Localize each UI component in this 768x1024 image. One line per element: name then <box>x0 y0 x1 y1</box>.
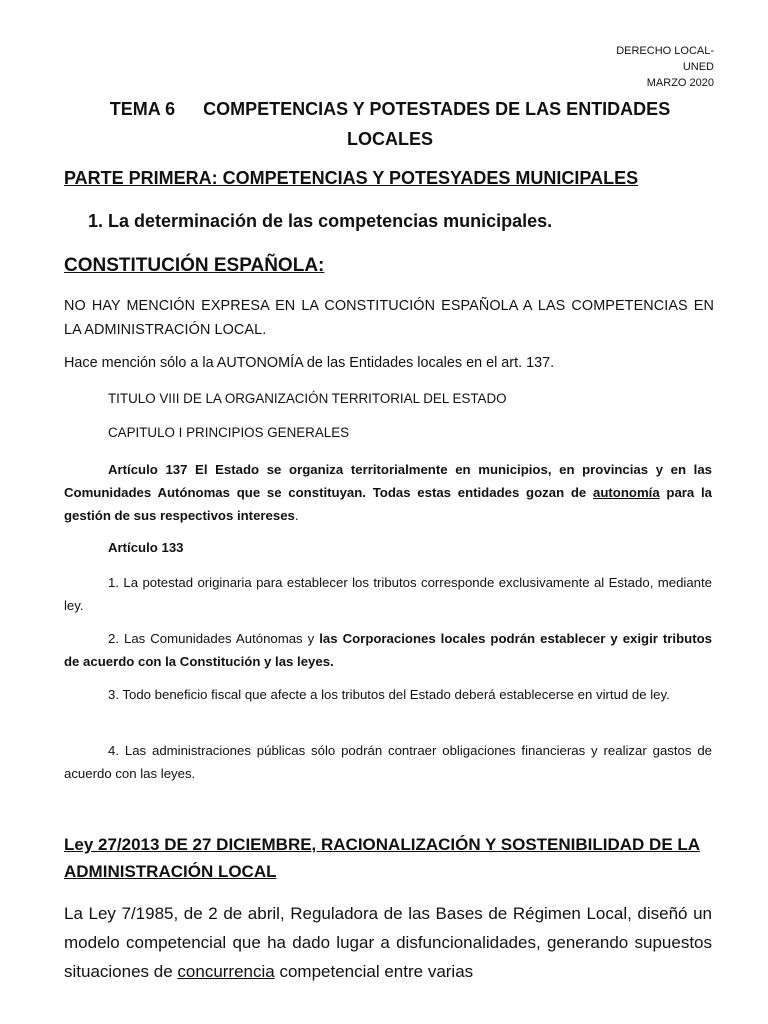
ley-body-concurrencia: concurrencia <box>177 962 275 981</box>
art133-paragraph-3: 3. Todo beneficio fiscal que afecte a los tributos del Estado deberá establecerse en virtud de ley. <box>108 687 670 702</box>
title-tema: TEMA 6 <box>109 99 176 119</box>
section-title: 1. La determinación de las competencias municipales. <box>88 211 553 231</box>
articulo-133-title: Artículo 133 <box>108 540 184 555</box>
articulo-137 <box>64 458 712 527</box>
art133-p2-intro: 2. Las Comunidades Autónomas y <box>108 631 320 646</box>
autonomia-mention: Hace mención sólo a la AUTONOMÍA de las Entidades locales en el art. 137. <box>64 355 555 371</box>
title-line2: LOCALES <box>346 129 433 149</box>
document-header <box>616 43 714 91</box>
art133-p2-bold: las Corporaciones locales podrán establecer y exigir tributos de acuerdo con la Constitución y las leyes. <box>64 631 712 669</box>
header-date: MARZO 2020 <box>646 77 714 89</box>
titulo-viii: TITULO VIII DE LA ORGANIZACIÓN TERRITORIAL DEL ESTADO <box>108 391 507 406</box>
art133-paragraph-1: 1. La potestad originaria para establecer los tributos corresponde exclusivamente al Estado, mediante ley. <box>64 575 712 613</box>
document-title <box>70 94 710 154</box>
art137-text: Artículo 137 El Estado se organiza territorialmente en municipios, en provincias y en las Comunidades Autónomas que se constituyan. Todas estas entidades gozan de <box>64 462 712 500</box>
part-title: PARTE PRIMERA: COMPETENCIAS Y POTESYADES MUNICIPALES <box>64 168 639 188</box>
capitulo-i: CAPITULO I PRINCIPIOS GENERALES <box>108 425 350 440</box>
ley-body-text: La Ley 7/1985, de 2 de abril, Reguladora de las Bases de Régimen Local, diseñó un modelo competencial que ha dado lugar a disfuncionalidades, generando supuestos situaciones de <box>64 904 712 981</box>
art137-period: . <box>294 508 299 523</box>
art133-paragraph-2 <box>64 627 712 673</box>
header-institution: UNED <box>682 61 714 73</box>
ley-body <box>64 899 712 986</box>
title-line1: COMPETENCIAS Y POTESTADES DE LAS ENTIDADES <box>203 99 671 119</box>
art137-gestion: para la gestión de sus respectivos intereses <box>64 485 712 523</box>
header-subject: DERECHO LOCAL- <box>616 45 714 57</box>
constitucion-note: NO HAY MENCIÓN EXPRESA EN LA CONSTITUCIÓN ESPAÑOLA A LAS COMPETENCIAS EN LA ADMINISTRACIÓN LOCAL. <box>64 298 714 338</box>
ley-heading: Ley 27/2013 DE 27 DICIEMBRE, RACIONALIZACIÓN Y SOSTENIBILIDAD DE LA ADMINISTRACIÓN LOCAL <box>64 835 701 881</box>
art137-autonomia: autonomía <box>593 485 660 500</box>
constitucion-heading: CONSTITUCIÓN ESPAÑOLA: <box>64 255 325 276</box>
art133-paragraph-4: 4. Las administraciones públicas sólo podrán contraer obligaciones financieras y realizar gastos de acuerdo con las leyes. <box>64 743 712 781</box>
ley-body-end: competencial entre varias <box>274 962 474 981</box>
